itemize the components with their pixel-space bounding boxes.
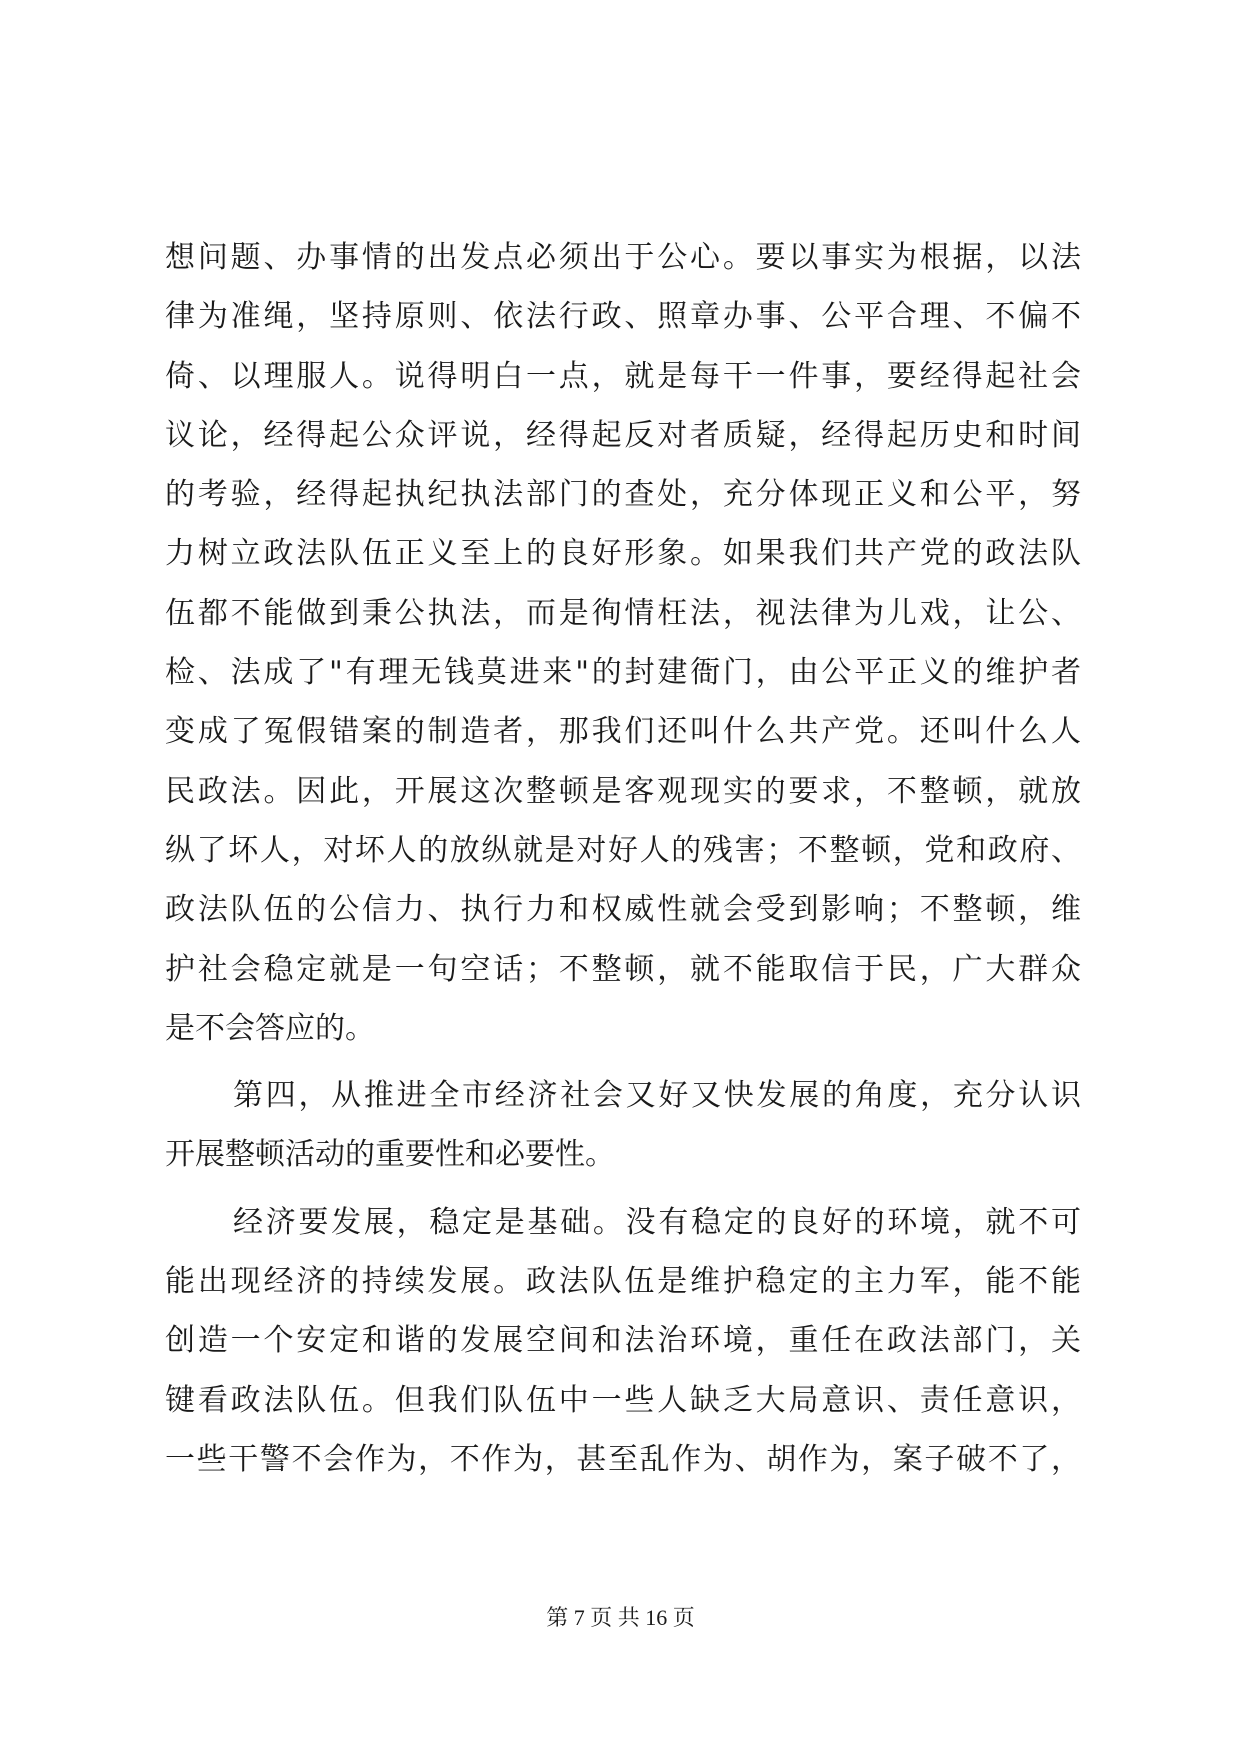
text-line: 能出现经济的持续发展。政法队伍是维护稳定的主力军，能不能 [165, 1264, 1081, 1300]
text-line: 民政法。因此，开展这次整顿是客观现实的要求，不整顿，就放 [165, 773, 1081, 809]
text-line: 的考验，经得起执纪执法部门的查处，充分体现正义和公平，努 [165, 477, 1081, 513]
text-line: 一些干警不会作为，不作为，甚至乱作为、胡作为，案子破不了， [165, 1441, 1081, 1477]
text-line: 政法队伍的公信力、执行力和权威性就会受到影响；不整顿，维 [165, 892, 1081, 928]
paragraph-spacer [165, 1058, 1081, 1066]
text-line: 是不会答应的。 [165, 1010, 375, 1046]
text-line: 开展整顿活动的重要性和必要性。 [165, 1137, 615, 1173]
page-number-footer: 第 7 页 共 16 页 [546, 1605, 695, 1630]
text-line: 护社会稳定就是一句空话；不整顿，就不能取信于民，广大群众 [165, 951, 1081, 987]
text-line: 纵了坏人，对坏人的放纵就是对好人的残害；不整顿，党和政府、 [165, 832, 1081, 868]
text-line: 律为准绳，坚持原则、依法行政、照章办事、公平合理、不偏不 [165, 299, 1081, 335]
paragraph-spacer [165, 1185, 1081, 1193]
text-line: 检、法成了"有理无钱莫进来"的封建衙门，由公平正义的维护者 [165, 655, 1081, 691]
text-line: 议论，经得起公众评说，经得起反对者质疑，经得起历史和时间 [165, 417, 1081, 453]
text-line: 经济要发展，稳定是基础。没有稳定的良好的环境，就不可 [233, 1204, 1081, 1240]
text-line: 创造一个安定和谐的发展空间和法治环境，重任在政法部门，关 [165, 1323, 1081, 1359]
text-line: 伍都不能做到秉公执法，而是徇情枉法，视法律为儿戏，让公、 [165, 595, 1081, 631]
paragraph [165, 1193, 1081, 1489]
text-line: 力树立政法队伍正义至上的良好形象。如果我们共产党的政法队 [165, 536, 1081, 572]
paragraph [165, 228, 1081, 1058]
text-line: 第四，从推进全市经济社会又好又快发展的角度，充分认识 [233, 1078, 1081, 1114]
text-line: 变成了冤假错案的制造者，那我们还叫什么共产党。还叫什么人 [165, 714, 1081, 750]
text-line: 倚、以理服人。说得明白一点，就是每干一件事，要经得起社会 [165, 358, 1081, 394]
text-line: 键看政法队伍。但我们队伍中一些人缺乏大局意识、责任意识， [165, 1382, 1081, 1418]
body-text [165, 228, 1081, 1489]
text-line: 想问题、办事情的出发点必须出于公心。要以事实为根据，以法 [165, 240, 1081, 275]
paragraph [165, 1066, 1081, 1185]
